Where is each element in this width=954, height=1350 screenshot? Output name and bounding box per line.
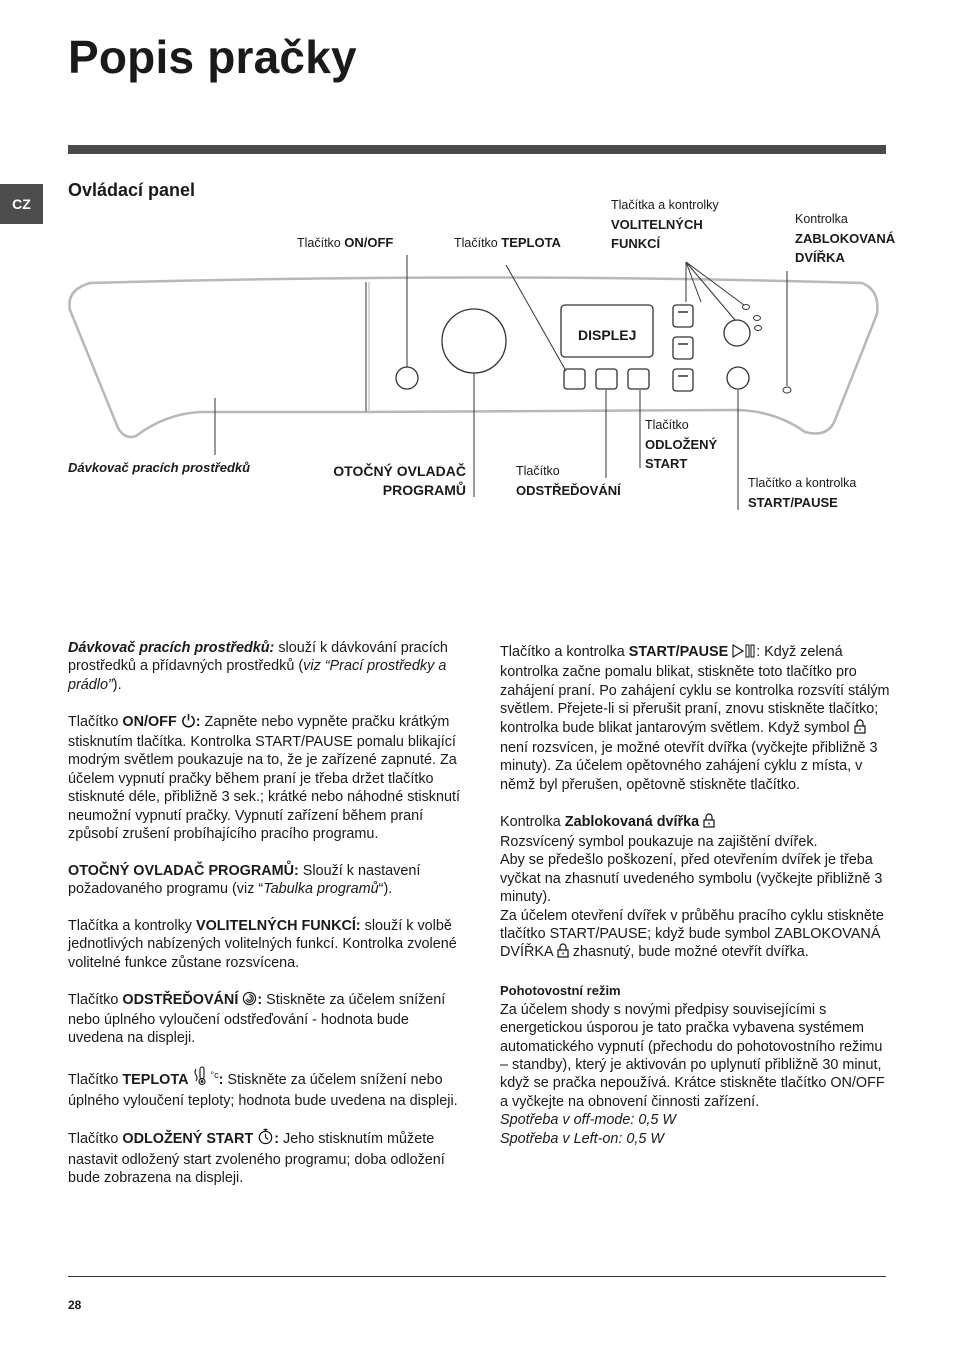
label-temperature: Tlačítko TEPLOTA [454,235,561,250]
left-column [68,639,460,1206]
para-temperature: Tlačítko TEPLOTA $^{^\circ c}$: Stiskněte za účelem snížení nebo úplného vyloučení teploty; hodnota bude uvedena na displeji. [68,1066,460,1110]
page-title: Popis pračky [68,31,357,83]
option-round-button [724,320,750,346]
startpause-button-shape [727,367,749,389]
label-startpause: Tlačítko a kontrolka START/PAUSE [748,476,857,510]
padlock-icon [703,813,715,833]
para-onoff: Tlačítko ON/OFF : Zapněte nebo vypněte pračku krátkým stisknutím tlačítka. Kontrolka START/PAUSE pomalu blikající modrým světlem poukazuje na to, že je zařízené zapnuté. Za účelem vypnutí pračky během praní je třeba držet tlačítko stisknuté déle, přibližně 3 sek.; krátké nebo náhodné stisknutí neumožní vypnutí pračky. Vypnutí zařízení během praní způsobí zrušení probíhajícího pracího programu. [68,713,460,843]
option-button-1 [673,305,693,327]
label-options: Tlačítka a kontrolky VOLITELNÝCH FUNKCÍ [611,198,719,251]
onoff-button-shape [396,367,418,389]
section-title: Ovládací panel [68,180,196,200]
temp-button-shape [564,369,585,389]
label-door-lock: Kontrolka ZABLOKOVANÁ DVÍŘKA [795,212,896,265]
label-delay: Tlačítko ODLOŽENÝ START [645,418,718,471]
footer-rule [68,1276,886,1277]
power-icon [181,713,196,733]
spin-button-shape [596,369,617,389]
door-lock-led [783,387,791,393]
label-program-knob: OTOČNÝ OVLADAČ PROGRAMŮ [333,463,466,498]
language-tab: CZ [0,184,43,224]
temp-unit: °c [210,1070,219,1081]
para-knob: OTOČNÝ OVLADAČ PROGRAMŮ: Slouží k nastavení požadovaného programu (viz “Tabulka programů“). [68,862,421,898]
para-delay: Tlačítko ODLOŽENÝ START : Jeho stisknutím můžete nastavit odložený start zvoleného programu; doba odložení bude zobrazena na displeji. [68,1128,460,1187]
delay-button-shape [628,369,649,389]
option-button-2 [673,337,693,359]
label-onoff: Tlačítko ON/OFF [297,235,394,250]
padlock-icon [557,943,569,963]
thermometer-icon [192,1066,210,1091]
right-column [500,643,892,1166]
para-standby: Pohotovostní režim Za účelem shody s novými předpisy souvisejícími s energetickou úsporou je tato pračka vybavena systémem automatického vypnutí (přechodu do pohotovostního režimu – standby), který je aktivován po uplynutí přibližně 30 minut, když se pračka nepoužívá. Krátce stiskněte tlačítko ON/OFF a vyčkejte na obnovení činnosti zařízení. Spotřeba v off-mode: 0,5 W Spotřeba v Left-on: 0,5 W [500,983,885,1147]
padlock-icon [854,719,866,739]
label-spin: Tlačítko ODSTŘEĎOVÁNÍ [516,464,621,498]
spin-icon [242,991,257,1011]
para-options: Tlačítka a kontrolky VOLITELNÝCH FUNKCÍ: slouží k volbě jednotlivých nabízených volitelných funkcí. Kontrolka zvolené volitelné funkce zůstane rozsvícena. [68,918,457,971]
play-pause-icon [732,644,756,663]
para-dispenser: Dávkovač pracích prostředků: slouží k dávkování pracích prostředků a přídavných prostředků (viz “Prací prostředky a prádlo”). [68,640,448,693]
para-door-lock: Kontrolka Zablokovaná dvířka Rozsvícený symbol poukazuje na zajištění dvířek. Aby se předešlo poškození, před otevřením dvířek je třeba vyčkat na zhasnutí uvedeného symbolu (vyčkejte přibližně 3 minuty). Za účelem otevření dvířek v průběhu pracího cyklu stiskněte tlačítko START/PAUSE; když bude symbol ZABLOKOVANÁ DVÍŘKA zhasnutý, bude možné otevřít dvířka. [500,813,892,964]
option-button-3 [673,369,693,391]
page-number: 28 [68,1298,82,1312]
para-startpause: Tlačítko a kontrolka START/PAUSE : Když zelená kontrolka začne pomalu blikat, stiskněte toto tlačítko pro zahájení praní. Po zahájení cyklu se kontrolka rozsvítí stálým světlem. Přejete-li si přerušit praní, znovu stiskněte tlačítko; kontrolka bude blikat jantarovým světlem. Když symbol není rozsvícen, je možné otevřít dvířka (vyčkejte přibližně 3 minuty). Za účelem opětovného zahájení cyklu z místa, v němž byl přerušen, opětovně stiskněte tlačítko. [500,644,890,793]
clock-icon [257,1128,274,1150]
program-knob-shape [442,309,506,373]
display-label: DISPLEJ [578,327,637,343]
label-dispenser: Dávkovač pracích prostředků [68,460,251,475]
para-spin: Tlačítko ODSTŘEĎOVÁNÍ : Stiskněte za účelem snížení nebo úplného vyloučení odstřeďování - hodnota bude uvedena na displeji. [68,991,446,1047]
